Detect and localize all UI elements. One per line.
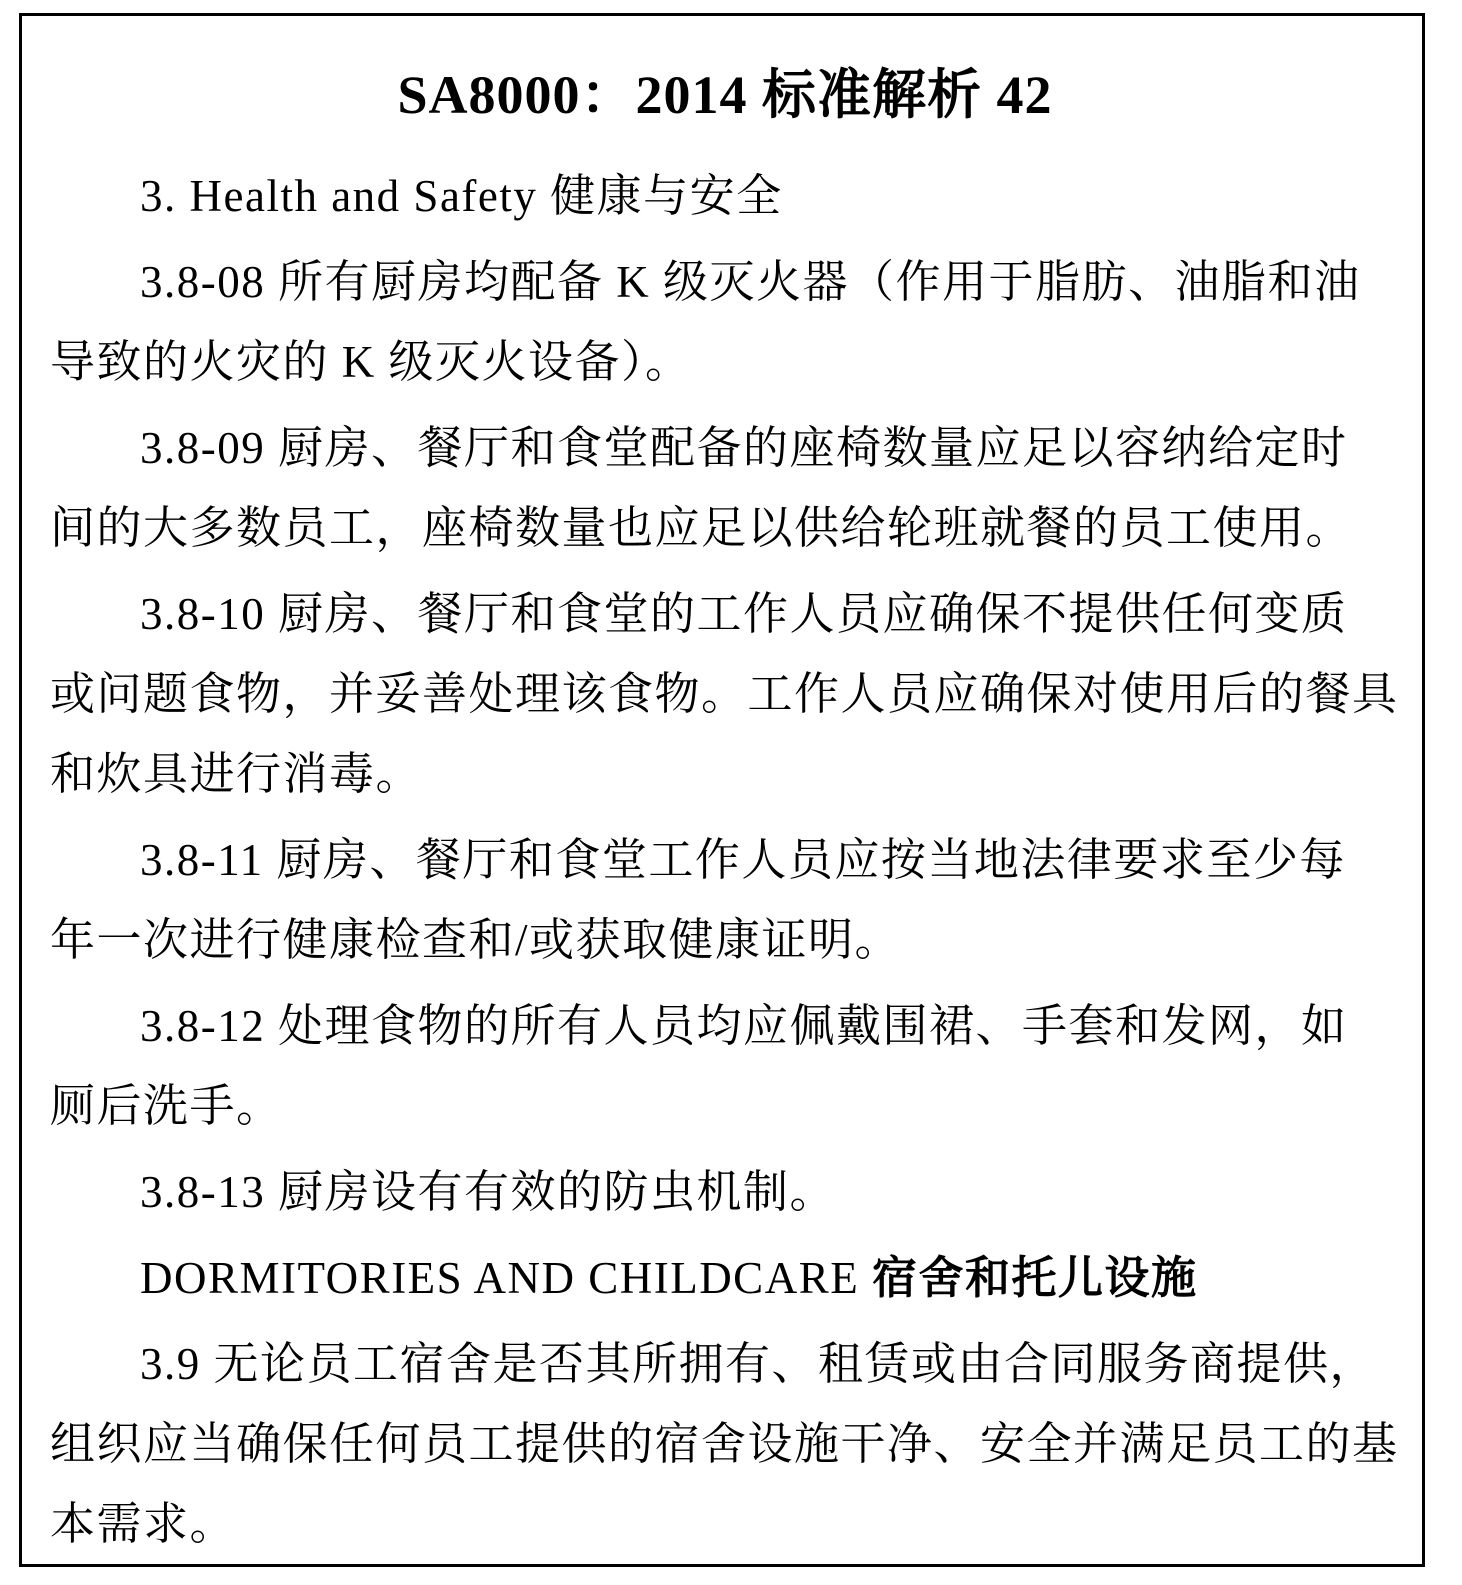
paragraph-clause-3-9 [50, 1324, 1400, 1564]
page-title: SA8000：2014 标准解析 42 [397, 65, 1053, 125]
paragraph-clause-3-8-08 [50, 242, 1400, 402]
text-line: 3. Health and Safety 健康与安全 [140, 171, 783, 221]
text-line: 3.8-11 厨房、餐厅和食堂工作人员应按当地法律要求至少每 [140, 835, 1346, 885]
text-line: 组织应当确保任何员工提供的宿舍设施干净、安全并满足员工的基 [50, 1419, 1399, 1469]
section-heading-dormitories-and-childcare [50, 1238, 1400, 1318]
text-line: 和炊具进行消毒。 [50, 749, 423, 799]
text-line: 间的大多数员工，座椅数量也应足以供给轮班就餐的员工使用。 [50, 503, 1353, 553]
paragraph-clause-3-8-13 [50, 1152, 1400, 1232]
paragraph-clause-3-8-12 [50, 986, 1400, 1146]
text-line: 3.8-09 厨房、餐厅和食堂配备的座椅数量应足以容纳给定时 [140, 423, 1348, 473]
section-heading-chinese: 宿舍和托儿设施 [859, 1253, 1198, 1303]
text-line: 本需求。 [50, 1499, 237, 1549]
text-line: 3.8-13 厨房设有有效的防虫机制。 [140, 1167, 836, 1217]
text-line: 年一次进行健康检查和/或获取健康证明。 [50, 915, 902, 965]
text-line: 3.8-08 所有厨房均配备 K 级灭火器（作用于脂肪、油脂和油 [140, 257, 1361, 307]
paragraph-clause-3-8-10 [50, 574, 1400, 814]
paragraph-health-and-safety [50, 156, 1400, 236]
page-border-frame [19, 13, 1425, 1567]
section-heading-english: DORMITORIES AND CHILDCARE [140, 1253, 860, 1303]
text-line: 或问题食物，并妥善处理该食物。工作人员应确保对使用后的餐具 [50, 669, 1399, 719]
text-line: 厕后洗手。 [50, 1081, 283, 1131]
text-line: 3.9 无论员工宿舍是否其所拥有、租赁或由合同服务商提供， [140, 1339, 1377, 1389]
text-line [50, 1238, 1400, 1318]
text-line: 3.8-10 厨房、餐厅和食堂的工作人员应确保不提供任何变质 [140, 589, 1348, 639]
paragraph-clause-3-8-09 [50, 408, 1400, 568]
text-line: 3.8-12 处理食物的所有人员均应佩戴围裙、手套和发网，如 [140, 1001, 1348, 1051]
text-line: 导致的火灾的 K 级灭火设备）。 [50, 337, 692, 387]
paragraph-clause-3-8-11 [50, 820, 1400, 980]
